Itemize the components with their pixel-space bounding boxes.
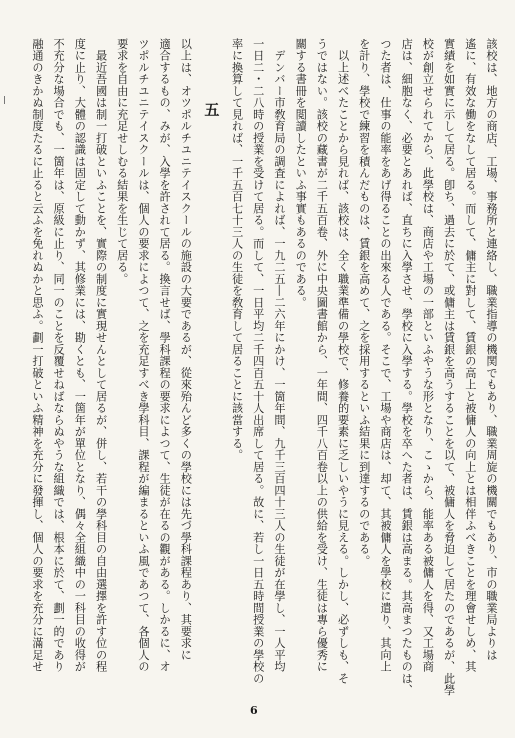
text-line: 關する書冊を閲讀したといふ事實もあるのである。 — [294, 38, 308, 309]
text-line: 以上は、オツポルチユニテイスクールの施設の大要であるが、從來殆んど多くの學校には先づ學科課程あり、其要求に — [179, 38, 193, 661]
vertical-text-body — [16, 38, 502, 700]
text-line: 不充分な場合でも、一箇年は、原級に止り、同一のことを反覆せねばならぬやうな組織では、根本に於て、劃一的であり — [52, 38, 66, 673]
text-line: ツポルチユニテイスクールは、個人の要求によつて、之を充足すべき學科目、課程が編まるといふ風であつて、各個人の — [136, 38, 150, 673]
text-line: つた者は、仕事の能率をあげ得ることの出來る人である。そこで、工場や商店は、却て、其被傭人を學校に遣り、其向上 — [378, 38, 392, 673]
text-line: 該校は、地方の商店、工場、事務所と連絡し、職業指導の機関でもあり、職業周旋の機關でもあり、市の職業局よりは — [485, 38, 498, 661]
text-line: 最近吾國は制一打破といふことを、實際の制度に實現せんとして居るが、併し、若干の學科目の自由選擇を許す位の程 — [94, 38, 108, 673]
text-line: 率に換算して見れば、一千五百七十三人の生徒を敎育して居ることに該當する。 — [230, 38, 244, 461]
margin-mark — [4, 96, 5, 104]
text-line: 融通のきかぬ制度たるに止ると云ふを免れぬかと思ふ。劃一打破といふ精神を充分に發揮し、個人の要求を充分に滿足せ — [30, 38, 44, 673]
text-line: デンバー市敎育局の調査によれば、一九二五―二六年にかけ、一箇年間、九千三百四十三人の生徒が在學し、一人平均 — [272, 38, 286, 673]
text-line: 以上述べたことから見れば、該校は、全く職業準備の學校で、修養的要素に乏しいやうに見える。しかし、必ずしも、そ — [336, 38, 350, 685]
text-line: 實績を如實に示して居る。卽ち、過去に於て、或傭主は賃銀を高うすることを以て、被傭人を脅迫して居たのであるが、此學 — [442, 38, 456, 696]
text-line: 校が創立せられてから、此學校は、商店や工場の一部といふやうな形となり、こゝから、能率ある被傭人を得、又工場商 — [421, 38, 435, 673]
page-number: 6 — [250, 704, 258, 717]
text-line: 要求を自由に充足せしむる結果を生じて居る。 — [115, 38, 129, 285]
text-line: 店は、細胞なく、必要とあれば、直ちに入學させ、學校に入學する。學校を卒へた者は、賃銀は高まる。其高まつたものは、 — [400, 38, 414, 696]
text-line: を計り、學校で練習を積んだものは、賃銀を高めて、之を採用するといふ結果に到達するのである。 — [357, 38, 371, 567]
text-line: 一日二・二八時の授業を受けて居る。而して、一日平均二千四百五十人出席して居る。故に、若し一日五時間授業の學校の — [251, 38, 265, 685]
text-line: 適合するもの、みが、入學を許されて居る。換言せば、學科課程の要求によつて、生徒が在るの觀がある。しかるに、オ — [158, 38, 172, 673]
text-line: 遙に、有效な働をなして居る。而して、傭主に對して、賃銀の高上と被傭人の向上とは相伴ふべきことを理會せしめ、其 — [463, 38, 477, 673]
section-heading: 五 — [202, 102, 221, 118]
text-line: うではない。該校の藏書が二千五百卷、外に中央圖書館から、一年間、四千八百卷以上の供給を受け、生徒は專ら優秀に — [315, 38, 329, 673]
text-line: 度に止り、大體の認識は固定して動かず、其修業には、勘くとも、一箇年が單位となり、偶々全組織中の一科目の收得が — [73, 38, 87, 673]
